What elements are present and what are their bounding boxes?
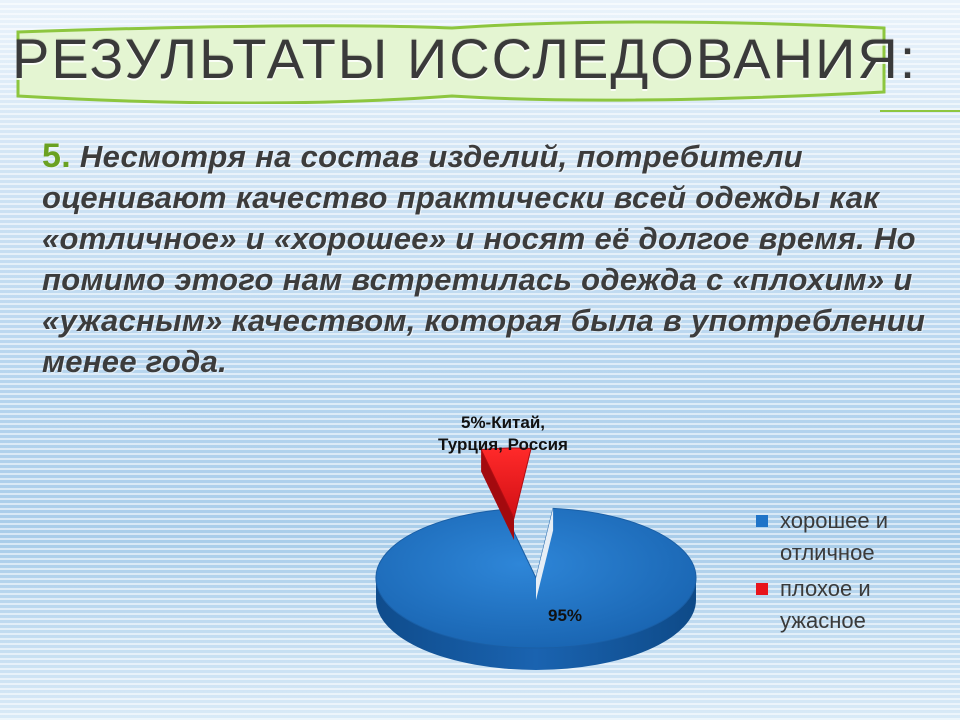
slide-title: РЕЗУЛЬТАТЫ ИССЛЕДОВАНИЯ:: [12, 27, 918, 90]
pie-slice-good: [376, 508, 696, 648]
legend-item-good: [754, 505, 954, 569]
data-label-large-slice: 95%: [548, 606, 583, 625]
point-text: Несмотря на состав изделий, потребители оценивают качество практически всей одежды как «отличное» и «хорошее» и носят её долгое время. Но помимо этого нам встретилась одежда с «плохим» и «ужасным» качеством, которая была в употреблении менее года.: [42, 139, 926, 379]
legend-label-good: хорошее и отличное: [780, 508, 888, 565]
legend-swatch-bad: [756, 583, 768, 595]
legend-swatch-good: [756, 515, 768, 527]
data-label-small-slice: 5%-Китай, Турция, Россия: [438, 413, 568, 454]
legend-label-bad: плохое и ужасное: [780, 576, 871, 633]
pie-slices: [376, 448, 696, 670]
point-number: 5.: [42, 137, 71, 175]
legend-item-bad: [754, 573, 954, 637]
chart-legend: [754, 505, 954, 641]
